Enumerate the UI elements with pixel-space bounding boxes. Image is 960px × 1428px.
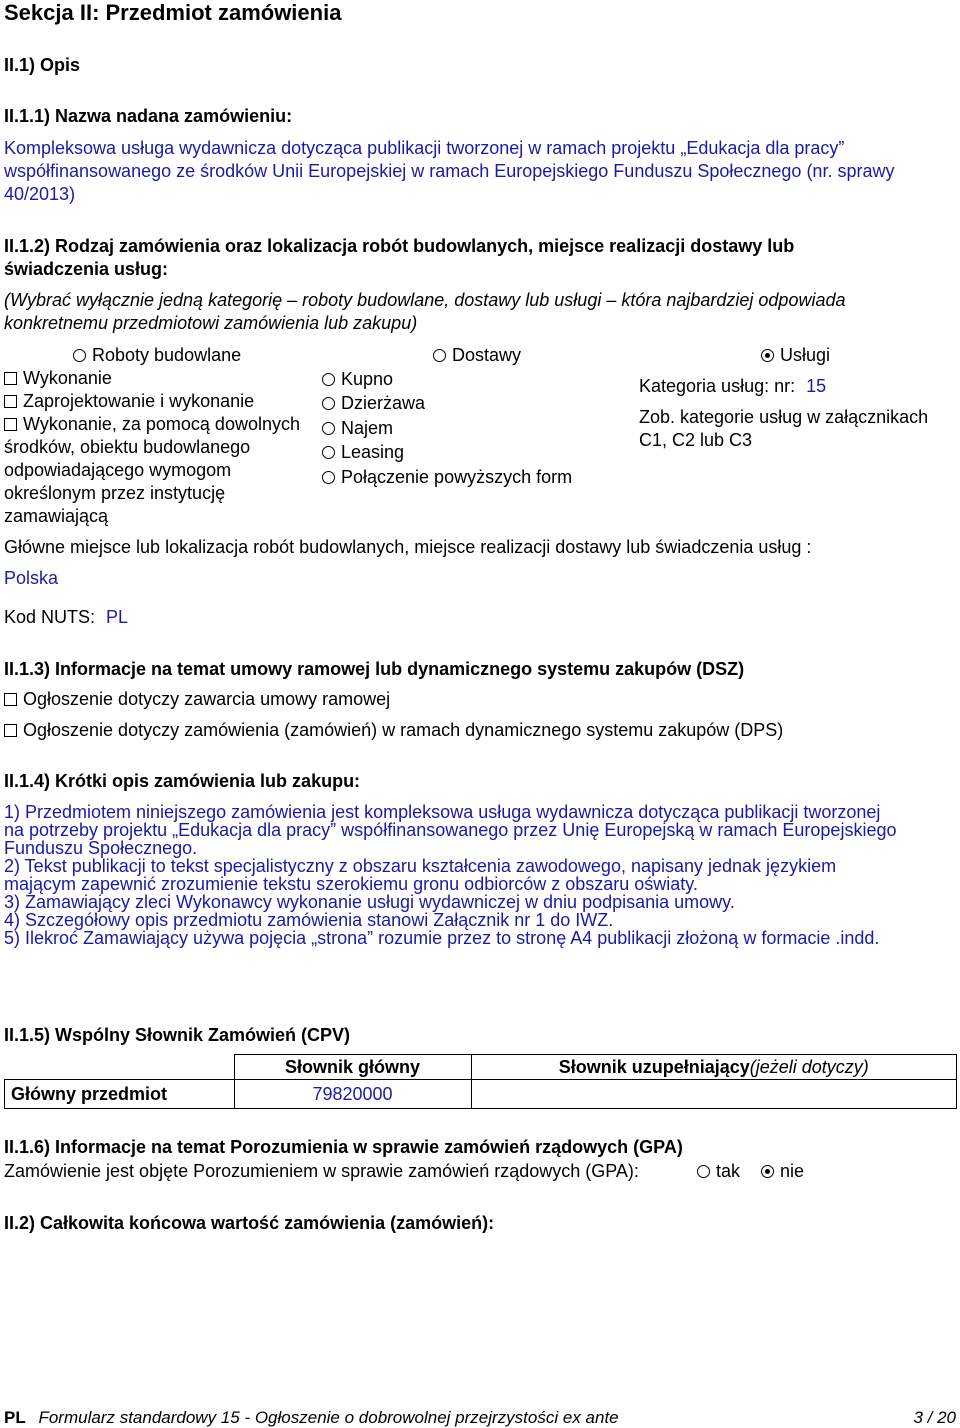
- works-option-design-execution[interactable]: Zaprojektowanie i wykonanie: [4, 391, 254, 412]
- footer-lang: PL: [4, 1408, 26, 1427]
- nuts-code: [4, 607, 128, 628]
- service-category-value: 15: [806, 376, 827, 396]
- works-option-realisation-cont-4: zamawiającą: [4, 506, 109, 526]
- footer-page: 3 / 20: [913, 1408, 956, 1427]
- checkbox-icon[interactable]: [4, 395, 17, 408]
- works-option-realisation-cont-1: środków, obiektu budowlanego: [4, 437, 251, 457]
- cpv-row-label: Główny przedmiot: [5, 1080, 235, 1109]
- framework-option-dps[interactable]: Ogłoszenie dotyczy zamówienia (zamówień) w ramach dynamicznego systemu zakupów (DPS): [4, 720, 783, 741]
- gpa-option-no[interactable]: nie: [761, 1161, 804, 1182]
- supply-option-hire[interactable]: Najem: [322, 418, 393, 439]
- supply-option-combination[interactable]: Połączenie powyższych form: [322, 467, 572, 488]
- type-heading-line-2: świadczenia usług:: [4, 259, 169, 279]
- cpv-col-main: Słownik główny: [234, 1055, 471, 1080]
- footer: [4, 1408, 619, 1428]
- works-option-realisation-cont-3: określonym przez instytucję: [4, 483, 226, 503]
- cpv-col-supp: Słownik uzupełniający(jeżeli dotyczy): [471, 1055, 957, 1080]
- checkbox-icon[interactable]: [4, 372, 17, 385]
- works-option-execution[interactable]: Wykonanie: [4, 368, 112, 389]
- service-category: [639, 376, 826, 397]
- table-row: [5, 1080, 957, 1109]
- name-line-1: Kompleksowa usługa wydawnicza dotycząca publikacji tworzonej w ramach projektu „Edukacja dla pracy”: [4, 138, 845, 158]
- name-line-3: 40/2013): [4, 184, 76, 204]
- gpa-option-yes[interactable]: tak: [697, 1161, 740, 1182]
- gpa-heading: II.1.6) Informacje na temat Porozumienia w sprawie zamówień rządowych (GPA): [4, 1137, 683, 1157]
- radio-icon[interactable]: [322, 397, 335, 410]
- total-value-heading: II.2) Całkowita końcowa wartość zamówienia (zamówień):: [4, 1213, 495, 1233]
- description-line-4: 2) Tekst publikacji to tekst specjalistyczny z obszaru kształcenia zawodowego, napisany jednak językiem: [4, 856, 837, 876]
- subsection-title-opis: II.1) Opis: [4, 55, 81, 75]
- category-works[interactable]: Roboty budowlane: [73, 345, 241, 366]
- description-line-5: mającym zapewnić zrozumienie tekstu szerokiemu gronu odbiorców z obszaru oświaty.: [4, 874, 698, 894]
- service-note-line-1: Zob. kategorie usług w załącznikach: [639, 407, 929, 427]
- radio-icon[interactable]: [322, 373, 335, 386]
- description-line-3: Funduszu Społecznego.: [4, 838, 198, 858]
- type-heading-line-1: II.1.2) Rodzaj zamówienia oraz lokalizacja robót budowlanych, miejsce realizacji dostawy lub: [4, 236, 795, 256]
- works-option-realisation[interactable]: Wykonanie, za pomocą dowolnych: [4, 414, 300, 435]
- type-note-line-2: konkretnemu przedmiotowi zamówienia lub zakupu): [4, 313, 418, 333]
- supply-option-leasing[interactable]: Leasing: [322, 442, 404, 463]
- section-title: Sekcja II: Przedmiot zamówienia: [4, 0, 342, 25]
- category-services[interactable]: Usługi: [761, 345, 830, 366]
- radio-selected-icon[interactable]: [761, 349, 774, 362]
- table-row: [5, 1055, 957, 1080]
- radio-icon[interactable]: [697, 1165, 710, 1178]
- gpa-question: Zamówienie jest objęte Porozumieniem w sprawie zamówień rządowych (GPA):: [4, 1161, 639, 1181]
- description-line-8: 5) Ilekroć Zamawiający używa pojęcia „strona” rozumie przez to stronę A4 publikacji złożoną w formacie .indd.: [4, 928, 880, 948]
- framework-option-agreement[interactable]: Ogłoszenie dotyczy zawarcia umowy ramowej: [4, 689, 390, 710]
- cpv-supp-code: [471, 1080, 957, 1109]
- nuts-value: PL: [106, 607, 129, 627]
- category-supplies[interactable]: Dostawy: [433, 345, 521, 366]
- nuts-label: Kod NUTS:: [4, 607, 96, 627]
- type-note-line-1: (Wybrać wyłącznie jedną kategorię – roboty budowlane, dostawy lub usługi – która najbardziej odpowiada: [4, 290, 846, 310]
- radio-icon[interactable]: [433, 349, 446, 362]
- cpv-heading: II.1.5) Wspólny Słownik Zamówień (CPV): [4, 1025, 351, 1045]
- description-line-1: 1) Przedmiotem niniejszego zamówienia jest kompleksowa usługa wydawnicza dotycząca publikacji tworzonej: [4, 802, 881, 822]
- description-line-2: na potrzeby projektu „Edukacja dla pracy” współfinansowanego przez Unię Europejską w ramach Europejskiego: [4, 820, 897, 840]
- service-note-line-2: C1, C2 lub C3: [639, 430, 753, 450]
- cpv-main-code: 79820000: [234, 1080, 471, 1109]
- service-category-label: Kategoria usług: nr:: [639, 376, 796, 396]
- checkbox-icon[interactable]: [4, 724, 17, 737]
- name-heading: II.1.1) Nazwa nadana zamówieniu:: [4, 106, 293, 126]
- checkbox-icon[interactable]: [4, 418, 17, 431]
- location-value: Polska: [4, 568, 59, 588]
- framework-heading: II.1.3) Informacje na temat umowy ramowej lub dynamicznego systemu zakupów (DSZ): [4, 659, 745, 679]
- description-line-7: 4) Szczegółowy opis przedmiotu zamówienia stanowi Załącznik nr 1 do IWZ.: [4, 910, 614, 930]
- radio-icon[interactable]: [322, 446, 335, 459]
- location-label: Główne miejsce lub lokalizacja robót budowlanych, miejsce realizacji dostawy lub świadczenia usług :: [4, 537, 812, 557]
- radio-icon[interactable]: [322, 422, 335, 435]
- name-line-2: współfinansowanego ze środków Unii Europejskiej w ramach Europejskiego Funduszu Społecznego (nr. sprawy: [4, 161, 895, 181]
- description-heading: II.1.4) Krótki opis zamówienia lub zakupu:: [4, 771, 361, 791]
- radio-icon[interactable]: [322, 471, 335, 484]
- description-line-6: 3) Zamawiający zleci Wykonawcy wykonanie usługi wydawniczej w dniu podpisania umowy.: [4, 892, 735, 912]
- supply-option-purchase[interactable]: Kupno: [322, 369, 393, 390]
- footer-form: Formularz standardowy 15 - Ogłoszenie o dobrowolnej przejrzystości ex ante: [38, 1408, 619, 1427]
- supply-option-rent[interactable]: Dzierżawa: [322, 393, 425, 414]
- works-option-realisation-cont-2: odpowiadającego wymogom: [4, 460, 232, 480]
- radio-icon[interactable]: [73, 349, 86, 362]
- radio-selected-icon[interactable]: [761, 1165, 774, 1178]
- cpv-table: [4, 1054, 957, 1109]
- checkbox-icon[interactable]: [4, 693, 17, 706]
